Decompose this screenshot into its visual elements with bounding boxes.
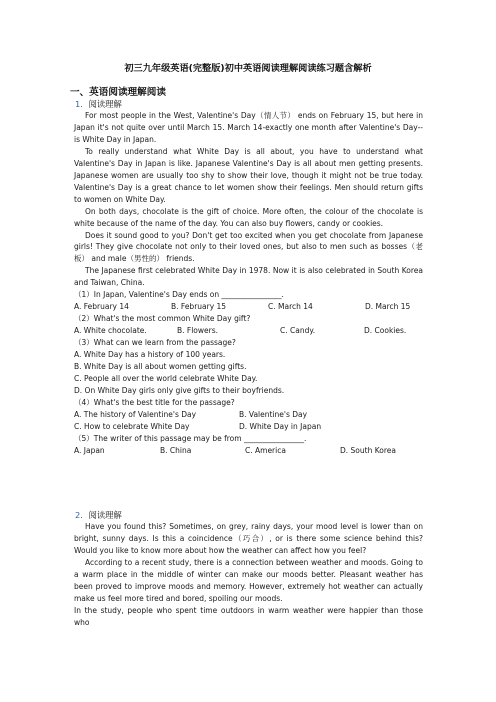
passage-1-heading [75,98,122,110]
question-options [74,301,423,313]
option: C. How to celebrate White Day [74,421,190,431]
question-options [74,409,423,421]
option: A. The history of Valentine's Day [74,409,197,419]
paragraph: Does it sound good to you? Don't get too excited when you get chocolate from Japanese girls! They give chocolate not only to their loved ones, but also to men such as bosses（老板） and male（男性的） friends. [74,230,423,264]
option: B. Flowers. [177,326,219,336]
option: B. White Day is all about women getting gifts. [74,362,247,372]
option: B. February 15 [171,302,227,312]
passage-2-number: 2． [75,510,89,520]
question-options [74,421,423,433]
option: C. People all over the world celebrate White Day. [74,373,258,383]
option: B. Valentine's Day [239,409,308,419]
option: D. On White Day girls only give gifts to their boyfriends. [74,385,285,395]
option: A. Japan [74,445,105,455]
passage-2-heading [75,509,122,521]
option: C. March 14 [268,302,313,312]
paragraph: In the study, people who spent time outdoors in warm weather were happier than those who [74,605,423,627]
option: D. White Day in Japan [239,421,322,431]
question-stem: （2）What's the most common White Day gift? [74,314,251,324]
passage-1-number: 1． [75,99,89,109]
paragraph: Have you found this? Sometimes, on grey, rainy days, your mood level is lower than on bright, sunny days. Is this a coincidence（巧合）, or is there some science behind this? Would you like to know more about how the weather can affect how you feel? [74,522,423,555]
option: D. March 15 [365,302,411,312]
question-options [74,325,423,337]
passage-2-label: 阅读理解 [88,510,122,520]
paragraph: According to a recent study, there is a connection between weather and moods. Going to a warm place in the middle of winter can make our moods better. Pleasant weather has been proved to improve moods and memory. However, extremely hot weather can actually make us feel more tired and bored, spoiling our moods. [74,557,423,603]
passage-2-body [74,521,423,629]
paragraph: On both days, chocolate is the gift of choice. More often, the colour of the chocolate is white because of the name of the day. You can also buy flowers, candy or cookies. [74,206,423,228]
question-options [74,445,423,457]
question-stem: （4）What's the best title for the passage? [74,397,235,407]
question-stem: （3）What can we learn from the passage? [74,338,236,348]
option: D. Cookies. [364,326,407,336]
passage-1-label: 阅读理解 [88,99,122,109]
option: B. China [160,445,192,455]
option: A. White chocolate. [74,326,147,336]
section-heading: 一、英语阅读理解阅读 [70,87,166,98]
paragraph: To really understand what White Day is all about, you have to understand what Valentine's Day in Japan is like. Japanese Valentine's Day is all about men getting presents. Japanese women are usually too shy to show their love, though it might not be true today. Valentine's Day is a great chance to let women show their feelings. Men should return gifts to women on White Day. [74,146,423,204]
paragraph: For most people in the West, Valentine's Day（情人节） ends on February 15, but here in Japan it's not quite over until March 15. March 14-exactly one month after Valentine's Day--is White Day in Japan. [74,111,423,144]
option: C. Candy. [280,326,316,336]
paragraph: The Japanese first celebrated White Day in 1978. Now it is also celebrated in South Korea and Taiwan, China. [74,266,423,288]
option: A. February 14 [74,302,129,312]
document-title: 初三九年级英语(完整版)初中英语阅读理解阅读练习题含解析 [124,63,372,74]
option: C. America [245,445,286,455]
option: A. White Day has a history of 100 years. [74,350,226,360]
option: D. South Korea [340,445,396,455]
passage-1-body [74,110,423,457]
question-stem: （1）In Japan, Valentine's Day ends on ________________. [74,290,284,300]
question-stem: （5）The writer of this passage may be from ________________. [74,433,307,443]
